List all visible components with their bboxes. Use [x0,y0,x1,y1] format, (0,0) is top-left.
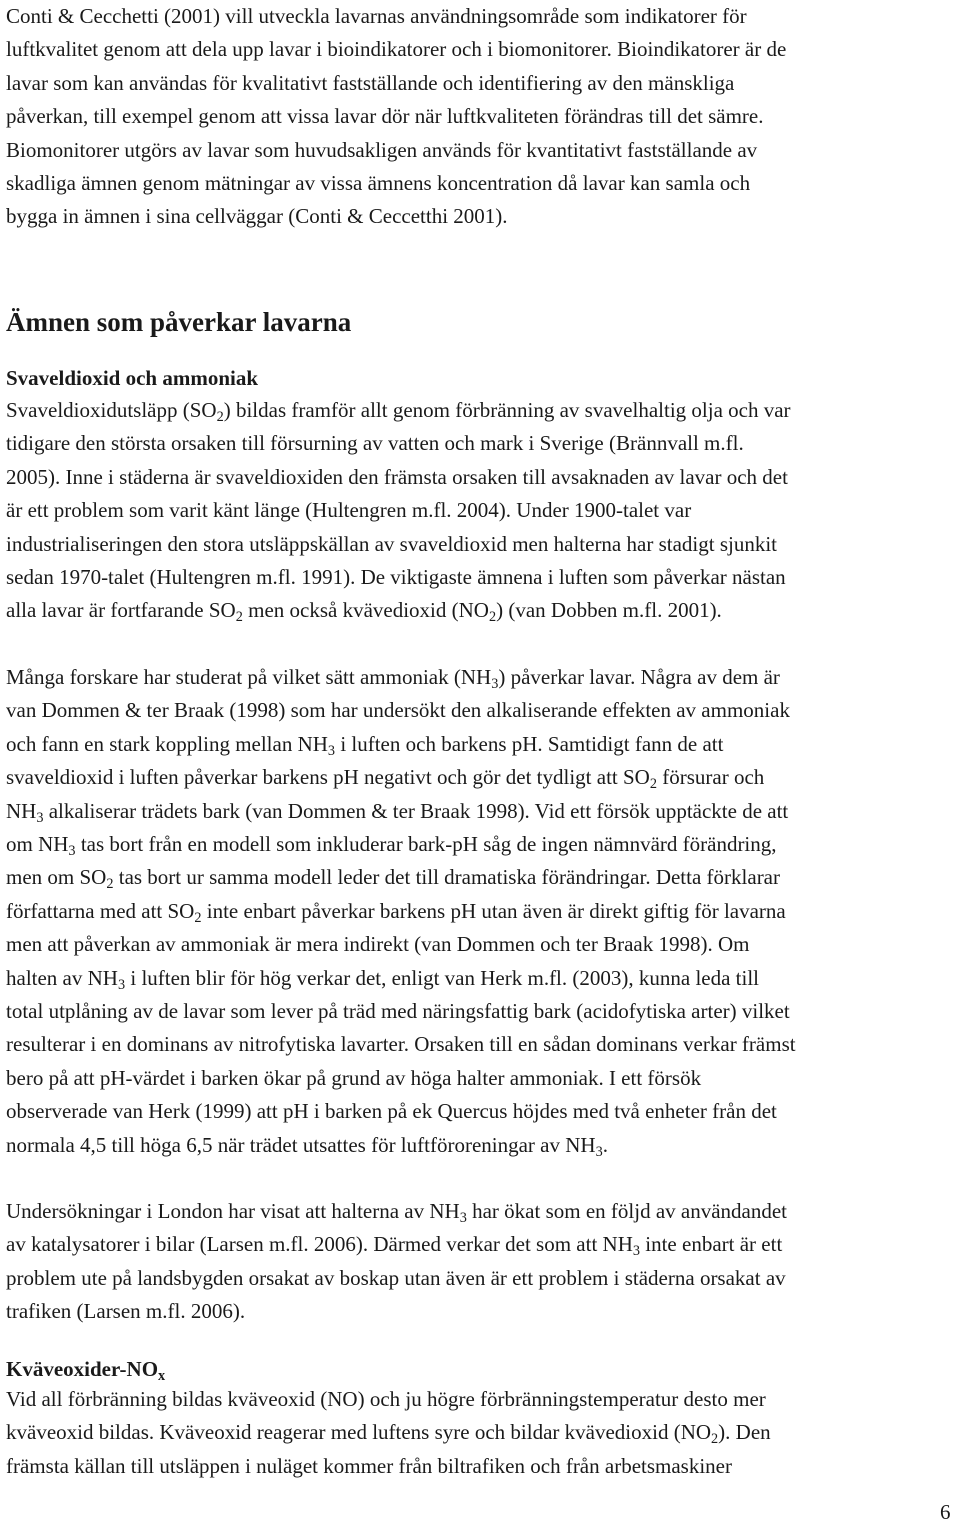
ammoniak-paragraph [6,661,796,1162]
london-paragraph [6,1195,787,1329]
paragraph-text [6,0,786,234]
text-line: Biomonitorer utgörs av lavar som huvudsakligen används för kvantitativt fastställande av [6,137,758,162]
text-line: halten av $NH_3$ i luften blir för hög verkar det, enligt van Herk m.fl. (2003), kunna leda till [6,965,760,993]
kvaveoxid-paragraph [6,1383,771,1483]
text-line: är ett problem som varit känt länge (Hultengren m.fl. 2004). Under 1900-talet var [6,498,692,523]
text-line: kväveoxid bildas. Kväveoxid reagerar med luftens syre och bildar kvävedioxid $(NO_2)$. Den [6,1420,771,1448]
text-line: av katalysatorer i bilar (Larsen m.fl. 2006). Därmed verkar det som att $NH_3$ inte enbart är ett [6,1232,783,1260]
text-line: Undersökningar i London har visat att halterna av $NH_3$ har ökat som en följd av användandet [6,1199,788,1226]
section-heading: Ämnen som påverkar lavarna [6,307,352,337]
subheading-kvaveoxider: Kväveoxider-$NO_x$ [6,1357,166,1384]
text-line: problem ute på landsbygden orsakat av boskap utan även är ett problem i städerna orsakat av [6,1265,786,1290]
text-line: Conti & Cecchetti (2001) vill utveckla lavarnas användningsområde som indikatorer för [6,4,747,28]
text-line: Vid all förbränning bildas kväveoxid (NO) och ju högre förbränningstemperatur desto mer [6,1387,766,1411]
paragraph-text [6,394,791,628]
text-line: observerade van Herk (1999) att pH i barken på ek Quercus höjdes med två enheter från det [6,1099,777,1124]
text-line: $NH_3$ alkaliserar trädets bark (van Dommen & ter Braak 1998). Vid ett försök upptäckte de att [6,798,789,826]
text-line: Många forskare har studerat på vilket sätt ammoniak $(NH_3)$ påverkar lavar. Några av dem är [6,665,780,692]
paragraph-text [6,1195,787,1329]
text-line: men att påverkan av ammoniak är mera indirekt (van Dommen och ter Braak 1998). Om [6,932,750,957]
text-line: bero på att pH-värdet i barken ökar på grund av höga halter ammoniak. I ett försök [6,1065,702,1090]
text-line: industrialiseringen den stora utsläppskällan av svaveldioxid men halterna har stadigt sjunkit [6,531,777,556]
page-number: 6 [940,1500,951,1524]
text-line: van Dommen & ter Braak (1998) som har undersökt den alkaliserande effekten av ammoniak [6,698,790,723]
text-line: påverkan, till exempel genom att vissa lavar dör när luftkvaliteten förändras till det sämre. [6,104,764,129]
text-line: författarna med att $SO_2$ inte enbart påverkar barkens pH utan även är direkt giftig för lavarna [6,898,786,926]
text-line: luftkvalitet genom att dela upp lavar i bioindikatorer och i biomonitorer. Bioindikatorer är de [6,37,787,62]
text-line: lavar som kan användas för kvalitativt fastställande och identifiering av den mänskliga [6,70,735,95]
text-line: total utplåning av de lavar som lever på träd med näringsfattig bark (acidofytiska arter) vilket [6,999,790,1024]
text-line: tidigare den största orsaken till försurning av vatten och mark i Sverige (Brännvall m.fl. [6,431,744,456]
text-line: och fann en stark koppling mellan $NH_3$ i luften och barkens pH. Samtidigt fann de att [6,731,724,759]
intro-paragraph [6,0,786,234]
text-line: 2005). Inne i städerna är svaveldioxiden den främsta orsaken till avsaknaden av lavar och det [6,464,788,489]
text-line: men om $SO_2$ tas bort ur samma modell leder det till dramatiska förändringar. Detta förklarar [6,865,780,893]
paragraph-text [6,1383,771,1483]
text-line: trafiken (Larsen m.fl. 2006). [6,1299,246,1324]
text-line: bygga in ämnen i sina cellväggar (Conti & Ceccetthi 2001). [6,204,508,229]
text-line: främsta källan till utsläppen i nuläget kommer från biltrafiken och från arbetsmaskiner [6,1453,732,1478]
paragraph-text [6,661,796,1162]
text-line: Svaveldioxidutsläpp $(SO_2)$ bildas framför allt genom förbränning av svavelhaltig olja och var [6,398,791,425]
text-line: alla lavar är fortfarande $SO_2$ men också kvävedioxid $(NO_2)$ (van Dobben m.fl. 2001). [6,598,722,626]
subheading-svaveldioxid: Svaveldioxid och ammoniak [6,366,259,390]
text-line: svaveldioxid i luften påverkar barkens pH negativt och gör det tydligt att $SO_2$ försurar och [6,765,765,793]
text-line: sedan 1970-talet (Hultengren m.fl. 1991). De viktigaste ämnena i luften som påverkar nästan [6,565,786,590]
svaveldioxid-paragraph [6,394,791,628]
text-line: om $NH_3$ tas bort från en modell som inkluderar bark-pH såg de ingen nämnvärd förändring, [6,832,777,860]
text-line: resulterar i en dominans av nitrofytiska lavarter. Orsaken till en sådan dominans verkar främst [6,1032,796,1057]
text-line: normala 4,5 till höga 6,5 när trädet utsattes för luftföroreningar av $NH_3$. [6,1132,608,1160]
text-line: skadliga ämnen genom mätningar av vissa ämnens koncentration då lavar kan samla och [6,171,751,196]
